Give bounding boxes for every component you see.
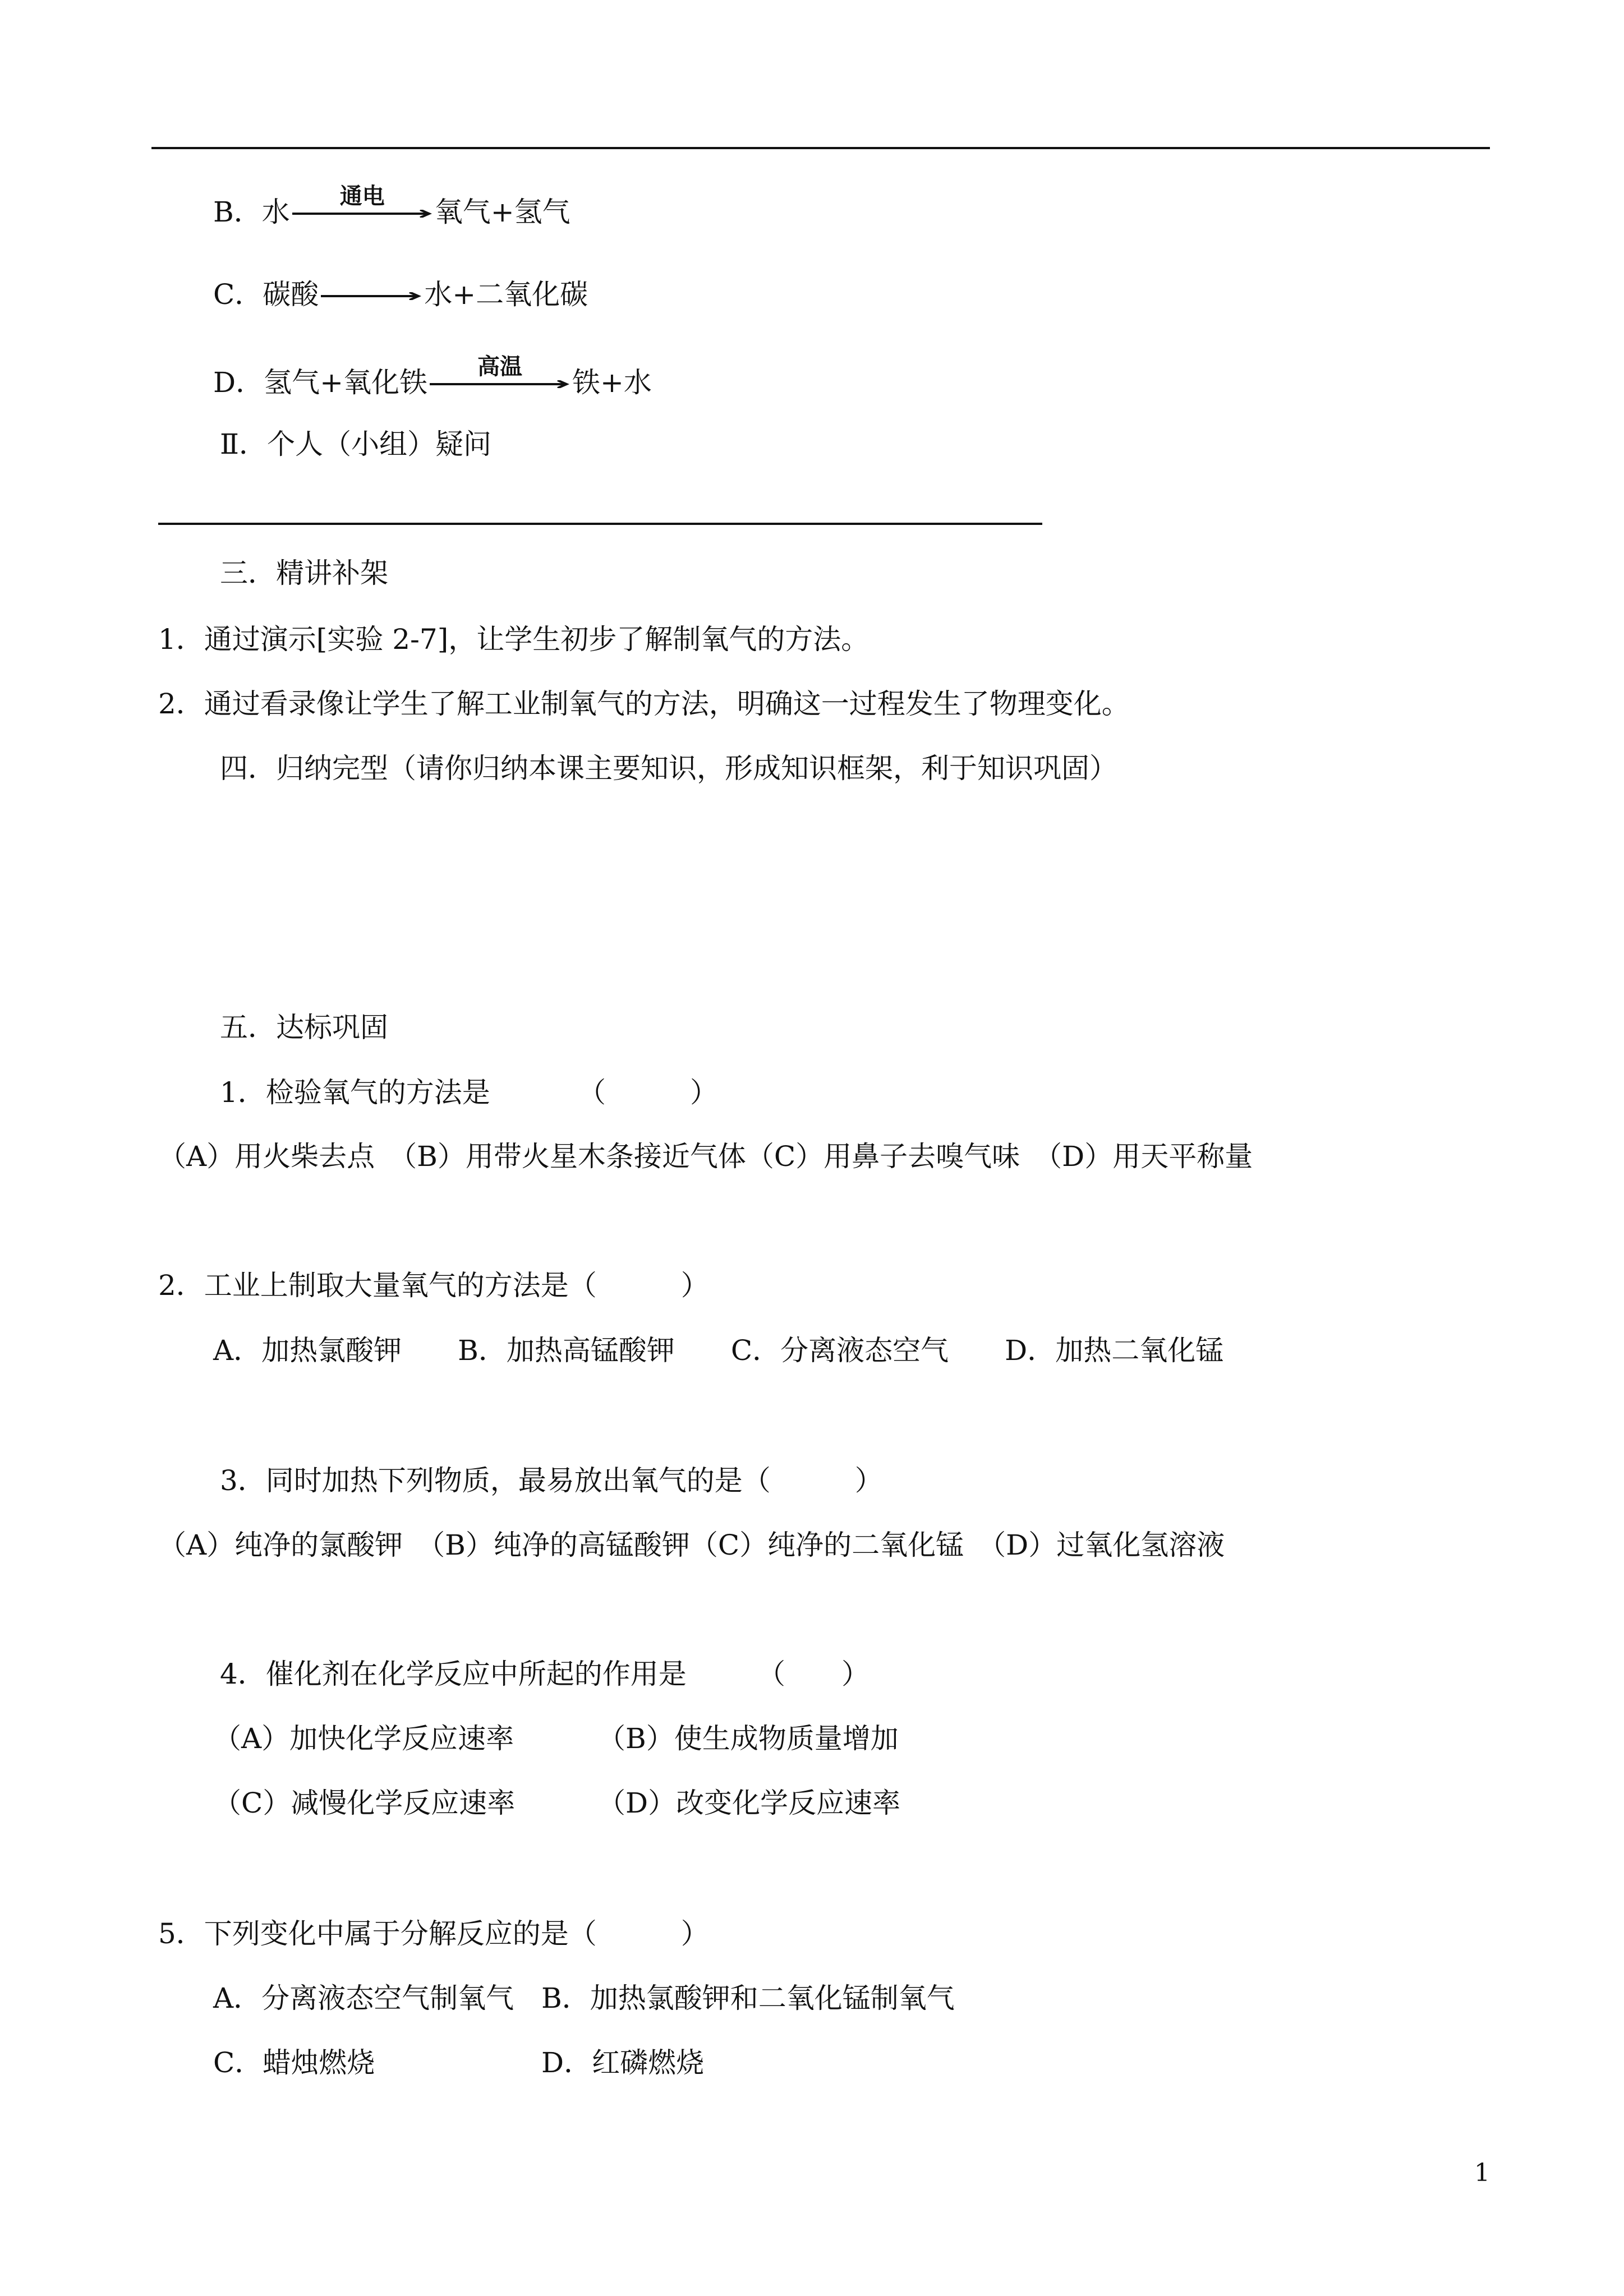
- section-5-heading: 五．达标巩固: [220, 1011, 388, 1044]
- reaction-b: [213, 183, 571, 229]
- question-5-option-d: D．红磷燃烧: [541, 2046, 705, 2079]
- section-2-item: Ⅱ．个人（小组）疑问: [220, 428, 491, 460]
- section-3-item-2: 2．通过看录像让学生了解工业制氧气的方法，明确这一过程发生了物理变化。: [158, 688, 1130, 720]
- reaction-b-condition: 通电: [339, 183, 385, 209]
- question-5-option-a: A．分离液态空气制氧气: [213, 1982, 514, 2014]
- question-4-option-d: （D）改变化学反应速率: [597, 1787, 901, 1819]
- arrow-icon: [292, 183, 433, 229]
- question-4-option-a: （A）加快化学反应速率: [213, 1722, 514, 1755]
- question-3-stem: 3．同时加热下列物质，最易放出氧气的是（ ）: [220, 1464, 883, 1497]
- question-3-options: （A）纯净的氯酸钾 （B）纯净的高锰酸钾（C）纯净的二氧化锰 （D）过氧化氢溶液: [158, 1529, 1225, 1561]
- reaction-b-reactants: B．水: [213, 196, 290, 228]
- reaction-d-products: 铁+水: [572, 366, 652, 399]
- section-4-heading: 四．归纳完型（请你归纳本课主要知识，形成知识框架，利于知识巩固）: [220, 752, 1117, 785]
- question-2-stem: 2．工业上制取大量氧气的方法是（ ）: [158, 1269, 709, 1302]
- question-1-stem: 1．检验氧气的方法是: [220, 1076, 490, 1109]
- reaction-b-products: 氧气+氢气: [434, 196, 571, 228]
- question-5-stem: 5．下列变化中属于分解反应的是（ ）: [158, 1917, 709, 1950]
- question-2-options: A．加热氯酸钾 B．加热高锰酸钾 C．分离液态空气 D．加热二氧化锰: [213, 1334, 1224, 1367]
- reaction-c-products: 水+二氧化碳: [424, 278, 588, 311]
- question-4-paren: （ ）: [757, 1658, 869, 1690]
- header-rule: [151, 147, 1490, 149]
- question-4-option-c: （C）减慢化学反应速率: [213, 1787, 516, 1819]
- reaction-d: [213, 353, 652, 399]
- question-5-option-c: C．蜡烛燃烧: [213, 2046, 375, 2079]
- question-4-stem: 4．催化剂在化学反应中所起的作用是: [220, 1658, 687, 1690]
- question-1-options: （A）用火柴去点 （B）用带火星木条接近气体（C）用鼻子去嗅气味 （D）用天平称量: [158, 1140, 1253, 1173]
- page-number: 1: [1474, 2159, 1490, 2187]
- reaction-d-reactants: D．氢气+氧化铁: [213, 366, 427, 399]
- arrow-icon: [430, 353, 570, 399]
- reaction-d-condition: 高温: [477, 353, 522, 380]
- section-3-heading: 三．精讲补架: [220, 557, 388, 589]
- question-1-paren: （ ）: [578, 1076, 718, 1109]
- arrow-icon: [321, 278, 422, 311]
- reaction-c-reactants: C．碳酸: [213, 278, 319, 311]
- question-5-option-b: B．加热氯酸钾和二氧化锰制氧气: [541, 1982, 955, 2014]
- question-4-option-b: （B）使生成物质量增加: [597, 1722, 899, 1755]
- reaction-c: [213, 278, 588, 311]
- answer-line: [158, 523, 1042, 525]
- section-3-item-1: 1．通过演示[实验 2-7]，让学生初步了解制氧气的方法。: [158, 623, 869, 656]
